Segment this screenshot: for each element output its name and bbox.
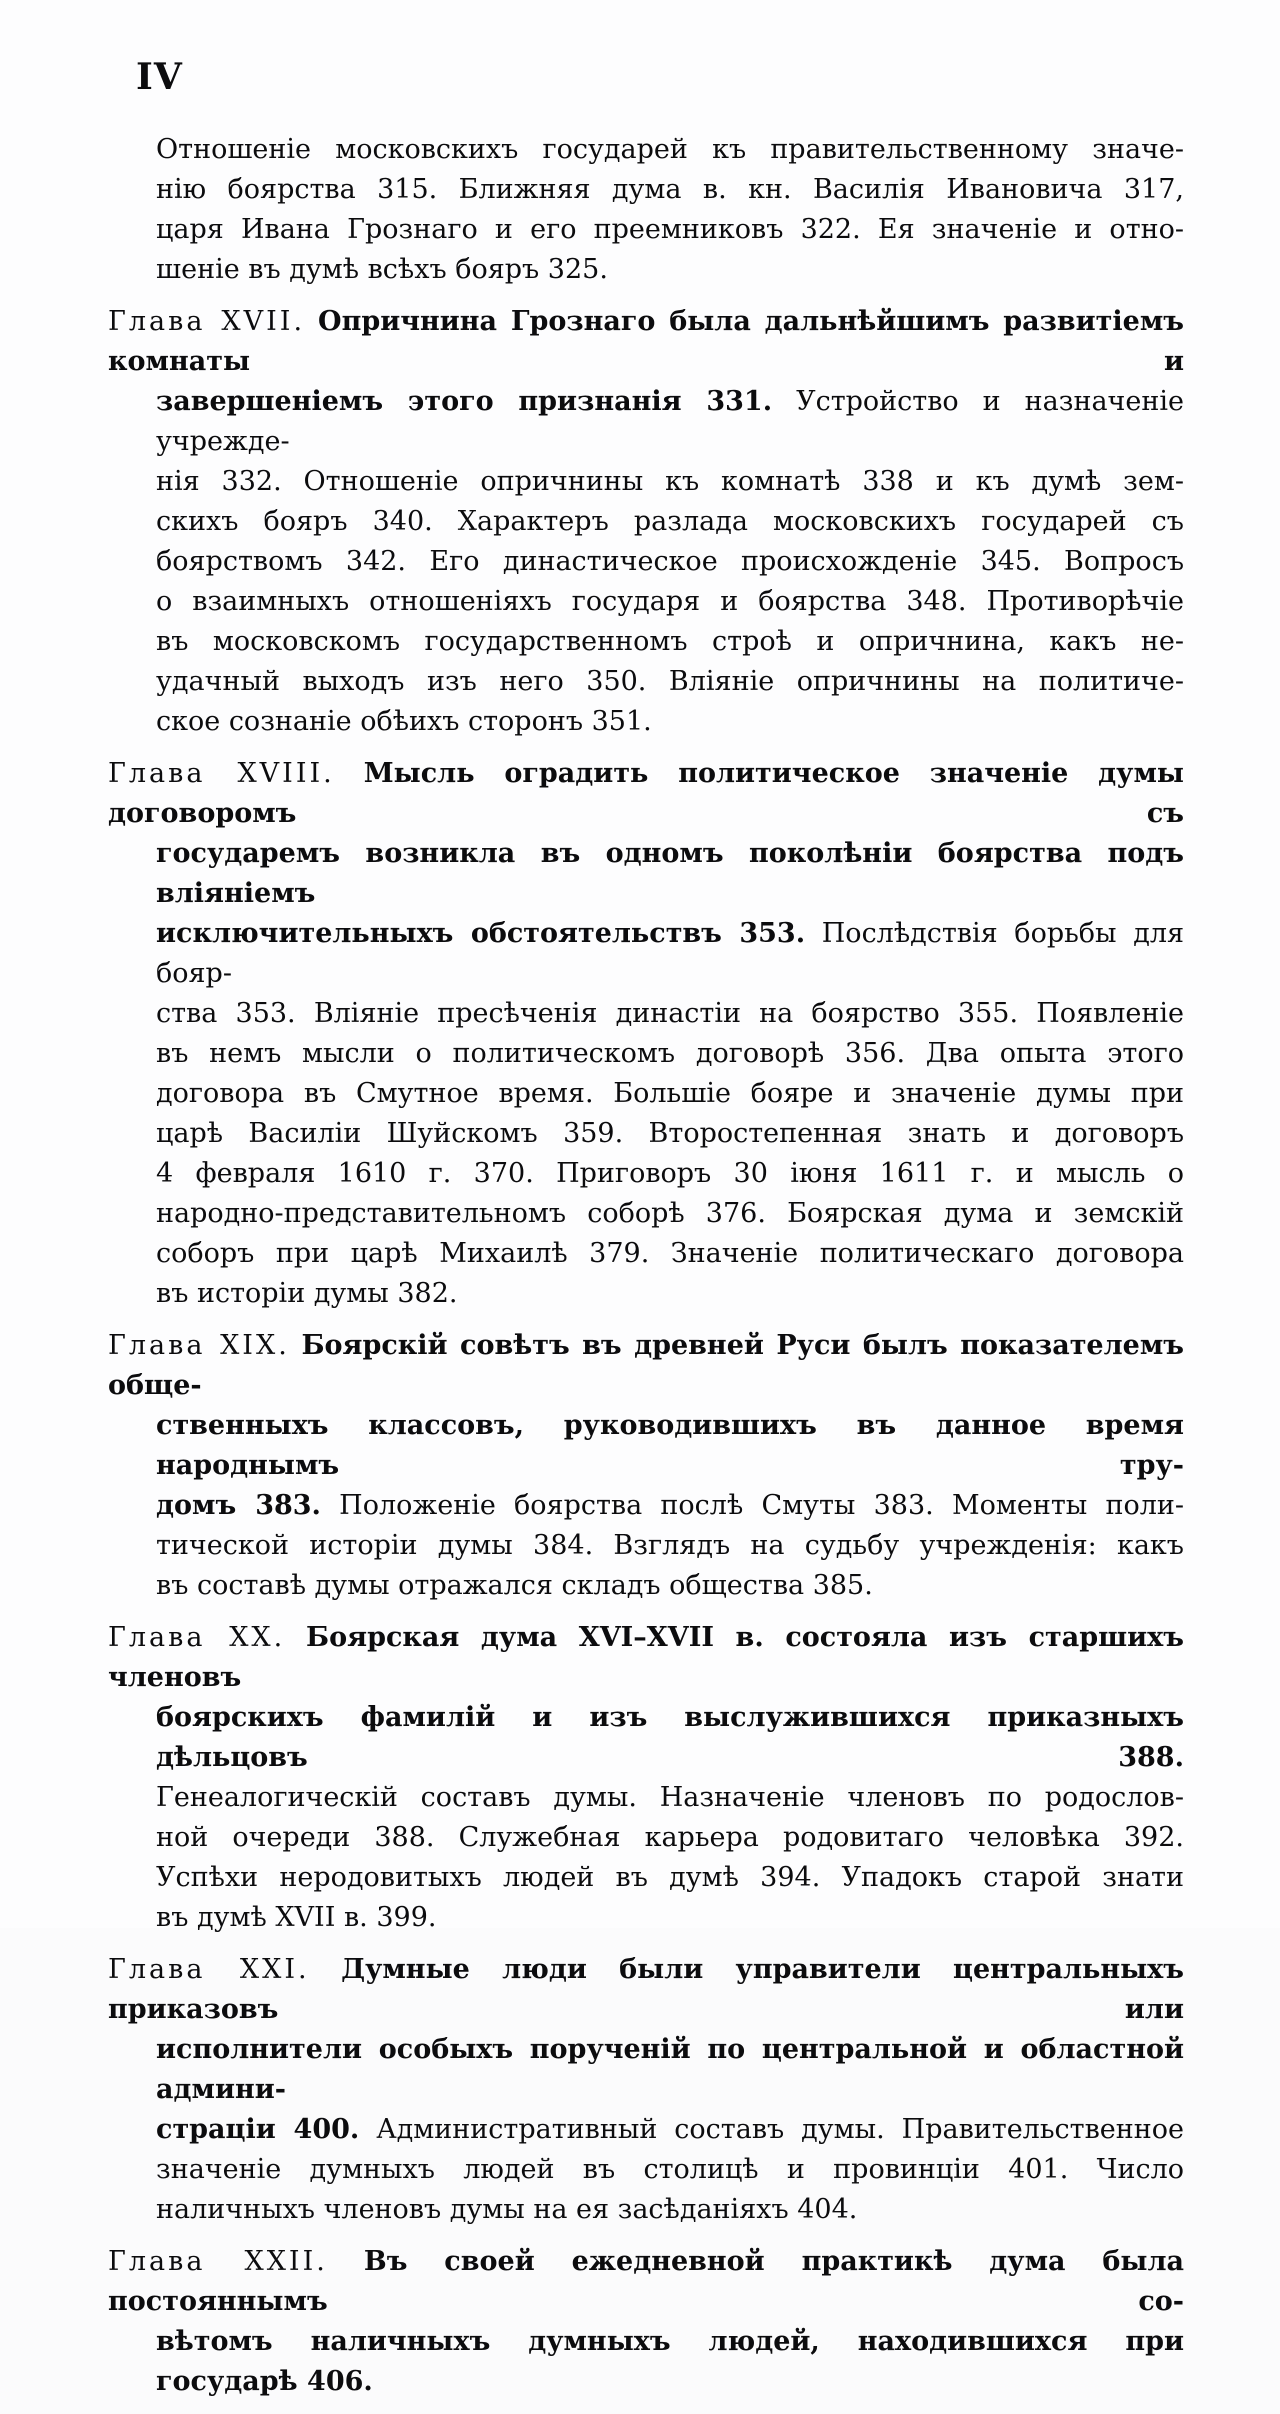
toc-line bbox=[156, 1898, 1184, 1938]
toc-line bbox=[156, 834, 1184, 914]
toc-line bbox=[156, 2190, 1184, 2230]
chapter-label: Глава XXII. bbox=[108, 2246, 328, 2277]
toc-entry bbox=[108, 2242, 1184, 2402]
toc-line bbox=[156, 170, 1184, 210]
toc-text: соборъ при царѣ Михаилѣ 379. Значеніе политическаго договора bbox=[156, 1238, 1184, 1269]
toc-text: удачный выходъ изъ него 350. Вліяніе опричнины на политиче- bbox=[156, 666, 1184, 697]
toc-text: Боярская дума XVI–XVII в. состояла изъ старшихъ членовъ bbox=[108, 1622, 1184, 1693]
toc-line bbox=[156, 130, 1184, 170]
toc-line bbox=[156, 462, 1184, 502]
toc-line bbox=[156, 1526, 1184, 1566]
toc-entry bbox=[108, 130, 1184, 290]
toc-entry bbox=[108, 1326, 1184, 1606]
chapter-label: Глава XVIII. bbox=[108, 758, 335, 789]
toc-text: исполнители особыхъ порученій по центральной и областной админи- bbox=[156, 2034, 1184, 2105]
toc-line bbox=[156, 662, 1184, 702]
toc-text: вѣтомъ наличныхъ думныхъ людей, находившихся при государѣ 406. bbox=[156, 2326, 1184, 2397]
toc-line bbox=[156, 1154, 1184, 1194]
toc-text: царѣ Василіи Шуйскомъ 359. Второстепенная знать и договоръ bbox=[156, 1118, 1184, 1149]
toc-text: ственныхъ классовъ, руководившихъ въ данное время народнымъ тру- bbox=[156, 1410, 1184, 1481]
toc-line bbox=[108, 1618, 1184, 1698]
toc-text: въ исторіи думы 382. bbox=[156, 1278, 458, 1309]
toc-line bbox=[156, 2110, 1184, 2150]
chapter-label: Глава XVII. bbox=[108, 306, 306, 337]
toc-text: нію боярства 315. Ближняя дума в. кн. Василія Ивановича 317, bbox=[156, 174, 1184, 205]
toc-line bbox=[108, 754, 1184, 834]
toc-text: Успѣхи неродовитыхъ людей въ думѣ 394. Упадокъ старой знати bbox=[156, 1862, 1184, 1893]
toc-line bbox=[156, 1818, 1184, 1858]
toc-text: ства 353. Вліяніе пресѣченія династіи на боярство 355. Появленіе bbox=[156, 998, 1184, 1029]
toc-line bbox=[108, 302, 1184, 382]
toc-text: домъ 383. bbox=[156, 1490, 321, 1521]
toc-text: Отношеніе московскихъ государей къ правительственному значе- bbox=[156, 134, 1184, 165]
toc-line bbox=[156, 1486, 1184, 1526]
toc-text: страціи 400. bbox=[156, 2114, 360, 2145]
toc-line bbox=[156, 702, 1184, 742]
toc-line bbox=[156, 582, 1184, 622]
toc-text: завершеніемъ этого признанія 331. bbox=[156, 386, 773, 417]
toc-line bbox=[156, 542, 1184, 582]
toc-content bbox=[108, 130, 1184, 2414]
toc-text: значеніе думныхъ людей въ столицѣ и провинціи 401. Число bbox=[156, 2154, 1184, 2185]
toc-text: въ московскомъ государственномъ строѣ и опричнина, какъ не- bbox=[156, 626, 1184, 657]
toc-text: тической исторіи думы 384. Взглядъ на судьбу учрежденія: какъ bbox=[156, 1530, 1184, 1561]
toc-line bbox=[108, 1326, 1184, 1406]
toc-line bbox=[108, 1950, 1184, 2030]
toc-line bbox=[156, 1858, 1184, 1898]
chapter-label: Глава XIX. bbox=[108, 1330, 290, 1361]
toc-text: въ составѣ думы отражался складъ общества 385. bbox=[156, 1570, 873, 1601]
toc-text: ское сознаніе обѣихъ сторонъ 351. bbox=[156, 706, 652, 737]
toc-text: ной очереди 388. Служебная карьера родовитаго человѣка 392. bbox=[156, 1822, 1184, 1853]
toc-entry bbox=[108, 754, 1184, 1314]
toc-text: Административный составъ думы. Правительственное bbox=[359, 2114, 1185, 2145]
chapter-label: Глава XX. bbox=[108, 1622, 286, 1653]
toc-entry bbox=[108, 302, 1184, 742]
toc-line bbox=[156, 1698, 1184, 1778]
toc-line bbox=[156, 1566, 1184, 1606]
toc-line bbox=[156, 502, 1184, 542]
toc-line bbox=[156, 1234, 1184, 1274]
toc-line bbox=[156, 2030, 1184, 2110]
toc-text: въ немъ мысли о политическомъ договорѣ 356. Два опыта этого bbox=[156, 1038, 1184, 1069]
toc-line bbox=[156, 914, 1184, 994]
toc-text: наличныхъ членовъ думы на ея засѣданіяхъ 404. bbox=[156, 2194, 858, 2225]
toc-line bbox=[156, 1194, 1184, 1234]
page-number: IV bbox=[136, 56, 183, 98]
toc-entry bbox=[108, 1950, 1184, 2230]
toc-text: Въ своей ежедневной практикѣ дума была постояннымъ со- bbox=[108, 2246, 1185, 2317]
toc-line bbox=[156, 622, 1184, 662]
toc-text: въ думѣ XVII в. 399. bbox=[156, 1902, 437, 1933]
toc-text: Положеніе боярства послѣ Смуты 383. Моменты поли- bbox=[320, 1490, 1184, 1521]
toc-text: царя Ивана Грознаго и его преемниковъ 322. Ея значеніе и отно- bbox=[156, 214, 1184, 245]
toc-line bbox=[156, 250, 1184, 290]
toc-text: 4 февраля 1610 г. 370. Приговоръ 30 іюня 1611 г. и мысль о bbox=[156, 1158, 1184, 1189]
toc-text: договора въ Смутное время. Большіе бояре и значеніе думы при bbox=[156, 1078, 1184, 1109]
toc-text: государемъ возникла въ одномъ поколѣніи боярства подъ вліяніемъ bbox=[156, 838, 1184, 909]
toc-text: нія 332. Отношеніе опричнины къ комнатѣ 338 и къ думѣ зем- bbox=[156, 466, 1184, 497]
toc-text: Мысль оградить политическое значеніе думы договоромъ съ bbox=[108, 758, 1184, 829]
toc-text: Думные люди были управители центральныхъ приказовъ или bbox=[108, 1954, 1184, 2025]
toc-text: народно-представительномъ соборѣ 376. Боярская дума и земскій bbox=[156, 1198, 1184, 1229]
toc-text: Генеалогическій составъ думы. Назначеніе членовъ по родослов- bbox=[156, 1782, 1184, 1813]
toc-text: исключительныхъ обстоятельствъ 353. bbox=[156, 918, 806, 949]
toc-entry bbox=[108, 1618, 1184, 1938]
toc-line bbox=[156, 1114, 1184, 1154]
toc-text: боярскихъ фамилій и изъ выслужившихся приказныхъ дѣльцовъ 388. bbox=[156, 1702, 1184, 1773]
toc-line bbox=[156, 1074, 1184, 1114]
toc-text: шеніе въ думѣ всѣхъ бояръ 325. bbox=[156, 254, 608, 285]
toc-line bbox=[156, 2322, 1184, 2402]
toc-text: Послѣдствія борьбы для бояр- bbox=[156, 918, 1184, 989]
toc-text: Боярскій совѣтъ въ древней Руси былъ показателемъ обще- bbox=[108, 1330, 1184, 1401]
toc-line bbox=[156, 1034, 1184, 1074]
chapter-label: Глава XXI. bbox=[108, 1954, 310, 1985]
toc-line bbox=[156, 382, 1184, 462]
toc-text: скихъ бояръ 340. Характеръ разлада московскихъ государей съ bbox=[156, 506, 1184, 537]
toc-line bbox=[156, 994, 1184, 1034]
toc-line bbox=[156, 1778, 1184, 1818]
toc-text: боярствомъ 342. Его династическое происхожденіе 345. Вопросъ bbox=[156, 546, 1184, 577]
toc-line bbox=[156, 2150, 1184, 2190]
toc-line bbox=[156, 1406, 1184, 1486]
toc-line bbox=[156, 1274, 1184, 1314]
toc-text: Устройство и назначеніе учрежде- bbox=[156, 386, 1184, 457]
toc-text: Опричнина Грознаго была дальнѣйшимъ развитіемъ комнаты и bbox=[108, 306, 1184, 377]
toc-line bbox=[108, 2242, 1184, 2322]
toc-line bbox=[156, 210, 1184, 250]
toc-text: о взаимныхъ отношеніяхъ государя и боярства 348. Противорѣчіе bbox=[156, 586, 1184, 617]
